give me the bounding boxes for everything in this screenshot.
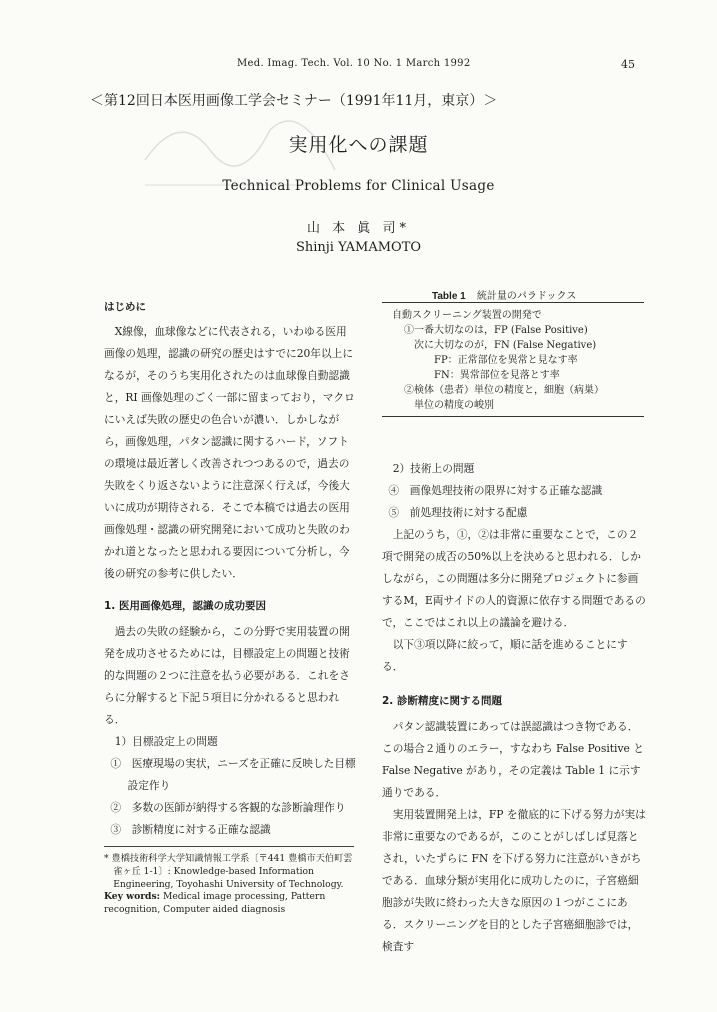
footnote	[104, 846, 354, 917]
list-item: ② 多数の医師が納得する客観的な診断論理作り	[110, 801, 346, 814]
table-line: ②検体（患者）単位の精度と，細胞（病巣）	[394, 385, 604, 396]
author-name-en: Shinji YAMAMOTO	[295, 240, 422, 255]
table-line: FN：異常部位を見落とす率	[404, 370, 560, 381]
left-column	[104, 296, 356, 841]
section-1-paragraph: 過去の失敗の経験から，この分野で実用装置の開発を成功させるためには，目標設定上の問題と技術的な問題の２つに注意を払う必要がある．これをさらに分解すると下記５項目に分かれるると思われる．	[104, 625, 350, 726]
intro-paragraph: X線像，血球像などに代表される，いわゆる医用画像の処理，認識の研究の歴史はすでに20年以上になるが，そのうち実用化されたのは血球像自動認識と，RI 画像処理のごく一部に留まっており，マクロにいえば失敗の歴史の色合いが濃い．しかしながら，画像処理，パタン認識に関するハード，ソフトの環境は最近著しく改善されつつあるので，過去の失敗をくり返さないように注意深く行えば，今後大いに成功が期待される．そこで本稿では過去の医用画像処理・認識の研究開発において成功と失敗のわかれ道となったと思われる要因について分析し，今後の研究の参考に供したい．	[104, 325, 355, 580]
body-paragraph: 上記のうち，①，②は非常に重要なことで，この２項で開発の成否の50%以上を決めると思われる．しかしながら，この問題は多分に開発プロジェクトに参画するM，E両サイドの人的資源に依存する問題であるので，ここではこれ以上の議論を避ける．	[382, 528, 646, 629]
body-paragraph: 以下③項以降に絞って，順に話を進めることにする．	[382, 638, 628, 673]
article-title-ja: 実用化への課題	[288, 134, 429, 156]
subsection-2-heading: 2）技術上の問題	[392, 462, 475, 475]
keywords	[104, 891, 354, 917]
author-affiliation: * 豊橋技術科学大学知識情報工学系〔〒441 豊橋市天伯町雲雀ヶ丘 1-1〕: Knowledge-based Information Engineering, Toyohashi University of Technology.	[104, 853, 353, 890]
keywords-text: Medical image processing, Pattern recognition, Computer aided diagnosis	[104, 891, 326, 916]
table-line: 次に大切なのが，FN (False Negative)	[404, 340, 597, 351]
body-paragraph: パタン認識装置にあっては誤認識はつき物である．この場合２通りのエラー，すなわち False Positive と False Negative があり，その定義は Table 1 に示す通りである．	[382, 720, 644, 799]
keywords-label: Key words:	[104, 891, 161, 903]
table-line: FP：正常部位を異常と見なす率	[404, 355, 578, 366]
section-2-heading: 2. 診断精度に関する問題	[382, 695, 502, 707]
author-name-ja: 山 本 眞 司*	[307, 221, 410, 236]
table-line: 単位の精度の峻別	[394, 400, 494, 411]
right-column	[382, 458, 646, 958]
seminar-title: ＜第12回日本医用画像工学会セミナー（1991年11月，東京）＞	[90, 93, 498, 109]
table-1	[382, 302, 644, 417]
table-line: 自動スクリーニング装置の開発で	[392, 310, 542, 321]
table-caption	[432, 287, 576, 302]
intro-heading: はじめに	[104, 301, 146, 313]
table-label: Table 1	[432, 291, 466, 302]
list-item: ⑤ 前処理技術に対する配慮	[388, 506, 528, 519]
list-item: ① 医療現場の実状，ニーズを正確に反映した目標設定作り	[110, 757, 356, 792]
table-caption-text: 統計量のパラドックス	[476, 291, 577, 302]
section-1-heading: 1. 医用画像処理，認識の成功要因	[104, 600, 266, 612]
subsection-1-heading: 1）目標設定上の問題	[114, 735, 218, 748]
list-item: ④ 画像処理技術の限界に対する正確な認識	[388, 484, 603, 497]
running-header: Med. Imag. Tech. Vol. 10 No. 1 March 1992	[237, 58, 471, 69]
table-line: ①一番大切なのは，FP (False Positive)	[404, 325, 588, 336]
list-item: ③ 診断精度に対する正確な認識	[110, 823, 271, 836]
page-number: 45	[621, 58, 635, 71]
body-paragraph: 実用装置開発上は，FP を徹底的に下げる努力が実は非常に重要なのであるが，このことがしばしば見落とされ，いたずらに FN を下げる努力に注意がいきがちである．血球分類が実用化に成功したのに，子宮癌細胞診が失敗に終わった大きな原因の１つがここにある．スクリーニングを目的とした子宮癌細胞診では，検査す	[382, 808, 646, 953]
article-title-en: Technical Problems for Clinical Usage	[222, 178, 495, 194]
